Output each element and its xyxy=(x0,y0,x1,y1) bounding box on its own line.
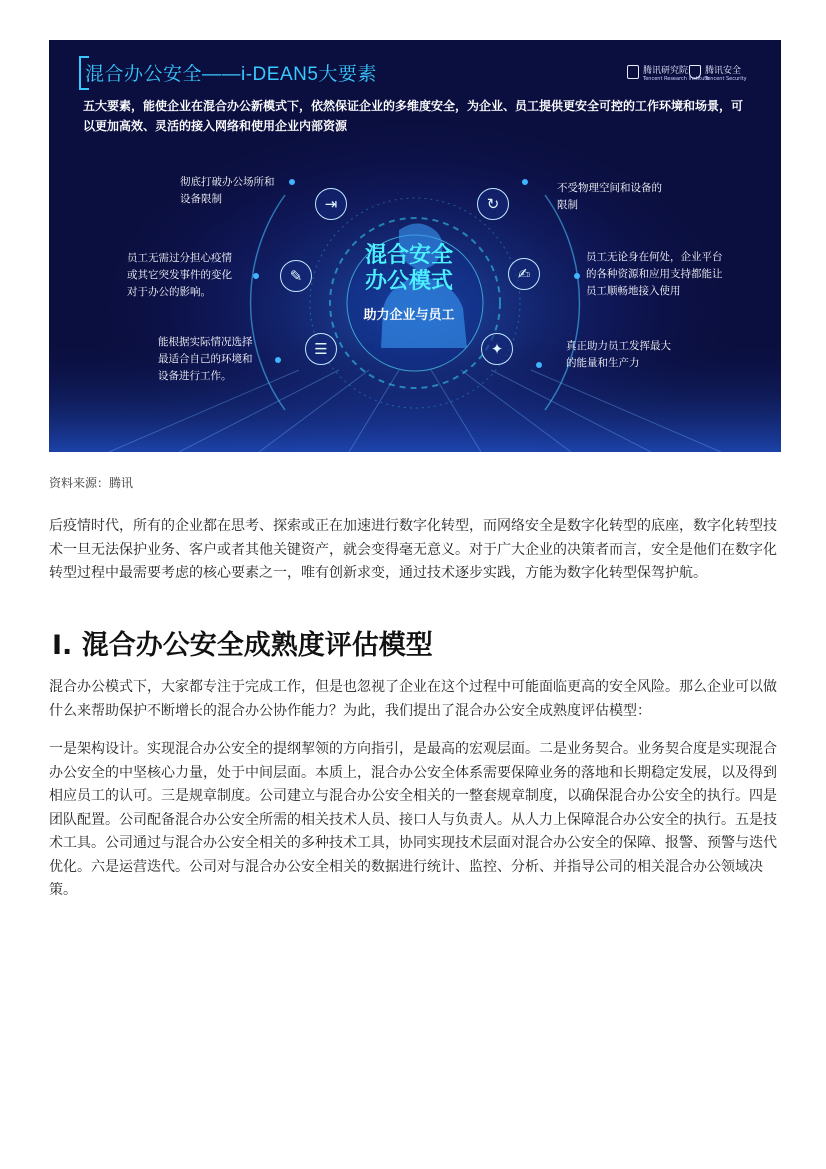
note-line: 对于办公的影响。 xyxy=(127,286,211,298)
list-icon: ☰ xyxy=(305,333,337,365)
note-line: 设备限制 xyxy=(180,193,222,205)
note-line: 彻底打破办公场所和 xyxy=(180,176,275,188)
figure-source: 资料来源：腾讯 xyxy=(49,476,134,490)
note-left-1 xyxy=(180,174,275,208)
person-bulb-icon: ✦ xyxy=(481,333,513,365)
note-line: 员工无需过分担心疫情 xyxy=(127,252,232,264)
research-logo-icon xyxy=(627,65,639,79)
edit-box-icon: ✍ xyxy=(508,258,540,290)
paragraph-intro: 后疫情时代，所有的企业都在思考、探索或正在加速进行数字化转型，而网络安全是数字化转型的底座，数字化转型技术一旦无法保护业务、客户或者其他关键资产，就会变得毫无意义。对于广大企业的决策者而言，安全是他们在数字化转型过程中最需要考虑的核心要素之一，唯有创新求变，通过技术逐步实践，方能为数字化转型保驾护航。 xyxy=(49,518,777,581)
figure-description: 五大要素，能使企业在混合办公新模式下，依然保证企业的多维度安全，为企业、员工提供更安全可控的工作环境和场景，可以更加高效、灵活的接入网络和使用企业内部资源 xyxy=(83,99,744,133)
cycle-icon: ↻ xyxy=(477,188,509,220)
note-line: 的各种资源和应用支持都能让 xyxy=(586,268,723,280)
note-line: 不受物理空间和设备的 xyxy=(557,182,662,194)
note-right-2 xyxy=(586,249,723,300)
note-line: 或其它突发事件的变化 xyxy=(127,269,232,281)
logo-name: 腾讯安全 xyxy=(705,65,742,76)
note-right-1 xyxy=(557,180,662,214)
paragraph-model-intro: 混合办公模式下，大家都专注于完成工作，但是也忽视了企业在这个过程中可能面临更高的安全风险。那么企业可以做什么来帮助保护不断增长的混合办公协作能力？为此，我们提出了混合办公安全成熟度评估模型： xyxy=(49,679,777,719)
note-left-3 xyxy=(158,334,253,385)
note-line: 员工无论身在何处，企业平台 xyxy=(586,251,723,263)
center-title-line: 混合安全 xyxy=(364,243,453,268)
infographic-figure xyxy=(49,40,781,452)
note-line: 员工顺畅地接入使用 xyxy=(586,285,681,297)
center-title xyxy=(353,243,465,295)
note-line: 能根据实际情况选择 xyxy=(158,336,253,348)
figure-title: 混合办公安全——i-DEAN5大要素 xyxy=(85,64,377,85)
note-line: 的能量和生产力 xyxy=(566,357,640,369)
section-heading: Ⅰ. 混合办公安全成熟度评估模型 xyxy=(52,630,433,661)
edit-screen-icon: ✎ xyxy=(280,260,312,292)
note-line: 最适合自己的环境和 xyxy=(158,353,253,365)
note-line: 真正助力员工发挥最大 xyxy=(566,340,671,352)
logo-name: 腾讯研究院 xyxy=(643,65,689,76)
logo-sub: Tencent Security xyxy=(705,75,747,82)
note-line: 设备进行工作。 xyxy=(158,370,232,382)
share-arrow-icon: ⇥ xyxy=(315,188,347,220)
paragraph-model-elements: 一是架构设计。实现混合办公安全的提纲挈领的方向指引，是最高的宏观层面。二是业务契合。业务契合度是实现混合办公安全的中坚核心力量，处于中间层面。本质上，混合办公安全体系需要保障业务的落地和长期稳定发展，以及得到相应员工的认可。三是规章制度。公司建立与混合办公安全相关的一整套规章制度，以确保混合办公安全的执行。四是团队配置。公司配备混合办公安全所需的相关技术人员、接口人与负责人。从人力上保障混合办公安全的执行。五是技术工具。公司通过与混合办公安全相关的多种技术工具，协同实现技术层面对混合办公安全的保障、报警、预警与迭代优化。六是运营迭代。公司对与混合办公安全相关的数据进行统计、监控、分析、并指导公司的相关混合办公领域决策。 xyxy=(49,741,777,898)
note-right-3 xyxy=(566,338,671,372)
shield-logo-icon xyxy=(689,65,701,79)
note-line: 限制 xyxy=(557,199,578,211)
center-title-line: 办公模式 xyxy=(364,269,453,294)
logo-sub: Tencent Research Institute xyxy=(643,75,710,82)
tencent-security-logo xyxy=(689,64,747,80)
center-subtitle: 助力企业与员工 xyxy=(363,308,455,323)
note-left-2 xyxy=(127,250,232,301)
